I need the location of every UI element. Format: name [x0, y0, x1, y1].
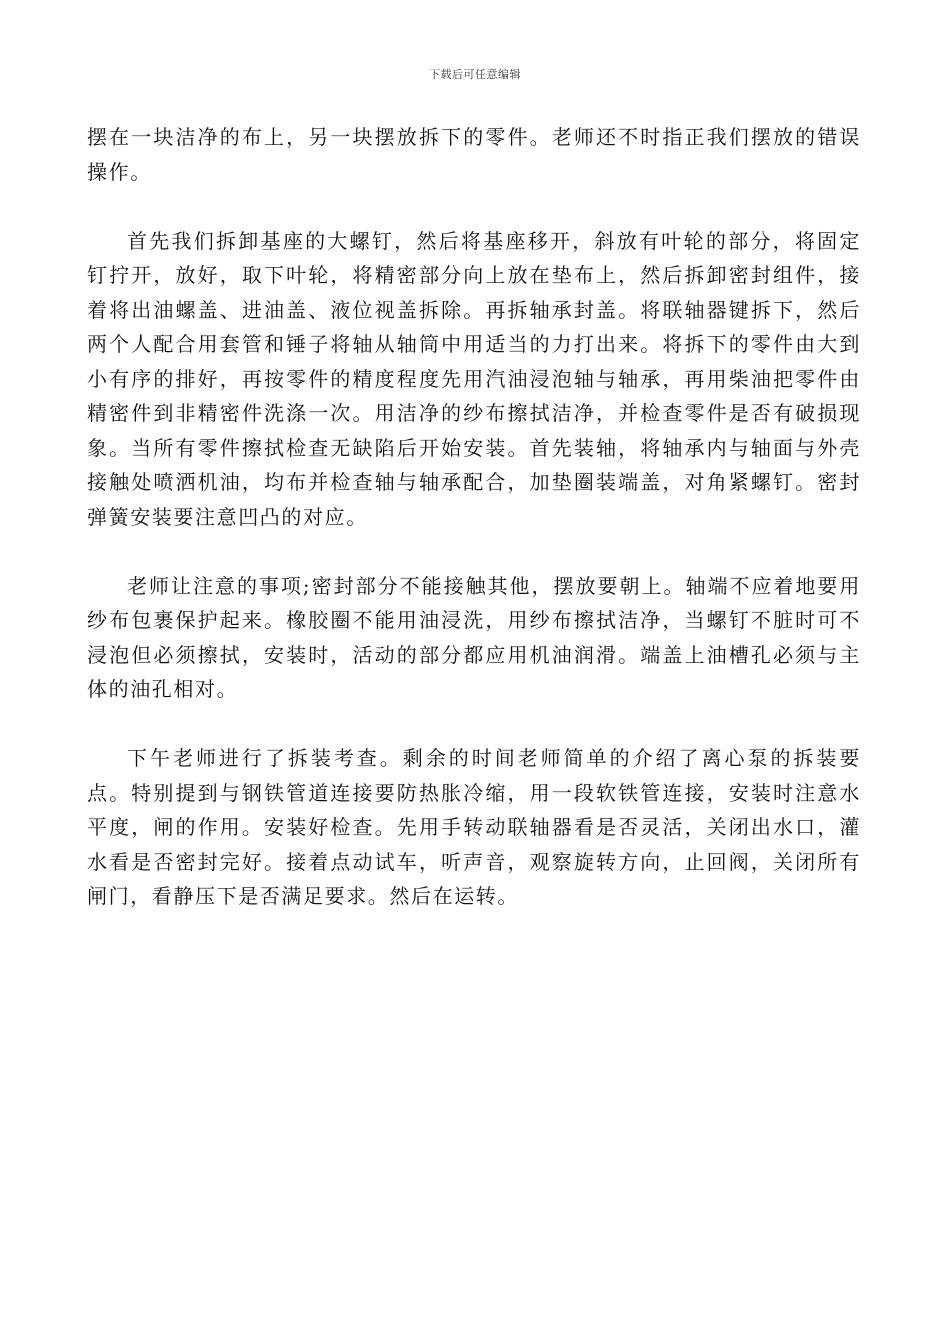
page-header-note: 下载后可任意编辑 [429, 68, 521, 81]
paragraph-continuation: 摆在一块洁净的布上，另一块摆放拆下的零件。老师还不时指正我们摆放的错误操作。 [87, 125, 861, 184]
document-body [87, 120, 861, 914]
paragraph-precautions: 老师让注意的事项;密封部分不能接触其他，摆放要朝上。轴端不应着地要用纱布包裹保护起来。橡胶圈不能用油浸洗，用纱布擦拭洁净，当螺钉不脏时可不浸泡但必须擦拭，安装时，活动的部分都应用机油润滑。端盖上油槽孔必须与主体的油孔相对。 [87, 573, 861, 701]
paragraph-afternoon-exam: 下午老师进行了拆装考查。剩余的时间老师简单的介绍了离心泵的拆装要点。特别提到与钢铁管道连接要防热胀冷缩，用一段软铁管连接，安装时注意水平度，闸的作用。安装好检查。先用手转动联轴器看是否灵活，关闭出水口，灌水看是否密封完好。接着点动试车，听声音，观察旋转方向，止回阀，关闭所有闸门，看静压下是否满足要求。然后在运转。 [87, 746, 861, 908]
paragraph-disassembly-steps: 首先我们拆卸基座的大螺钉，然后将基座移开，斜放有叶轮的部分，将固定钉拧开，放好，取下叶轮，将精密部分向上放在垫布上，然后拆卸密封组件，接着将出油螺盖、进油盖、液位视盖拆除。再拆轴承封盖。将联轴器键拆下，然后两个人配合用套管和锤子将轴从轴筒中用适当的力打出来。将拆下的零件由大到小有序的排好，再按零件的精度程度先用汽油浸泡轴与轴承，再用柴油把零件由精密件到非精密件洗涤一次。用洁净的纱布擦拭洁净，并检查零件是否有破损现象。当所有零件擦拭检查无缺陷后开始安装。首先装轴，将轴承内与轴面与外壳接触处喷洒机油，均布并检查轴与轴承配合，加垫圈装端盖，对角紧螺钉。密封弹簧安装要注意凹凸的对应。 [87, 228, 861, 529]
